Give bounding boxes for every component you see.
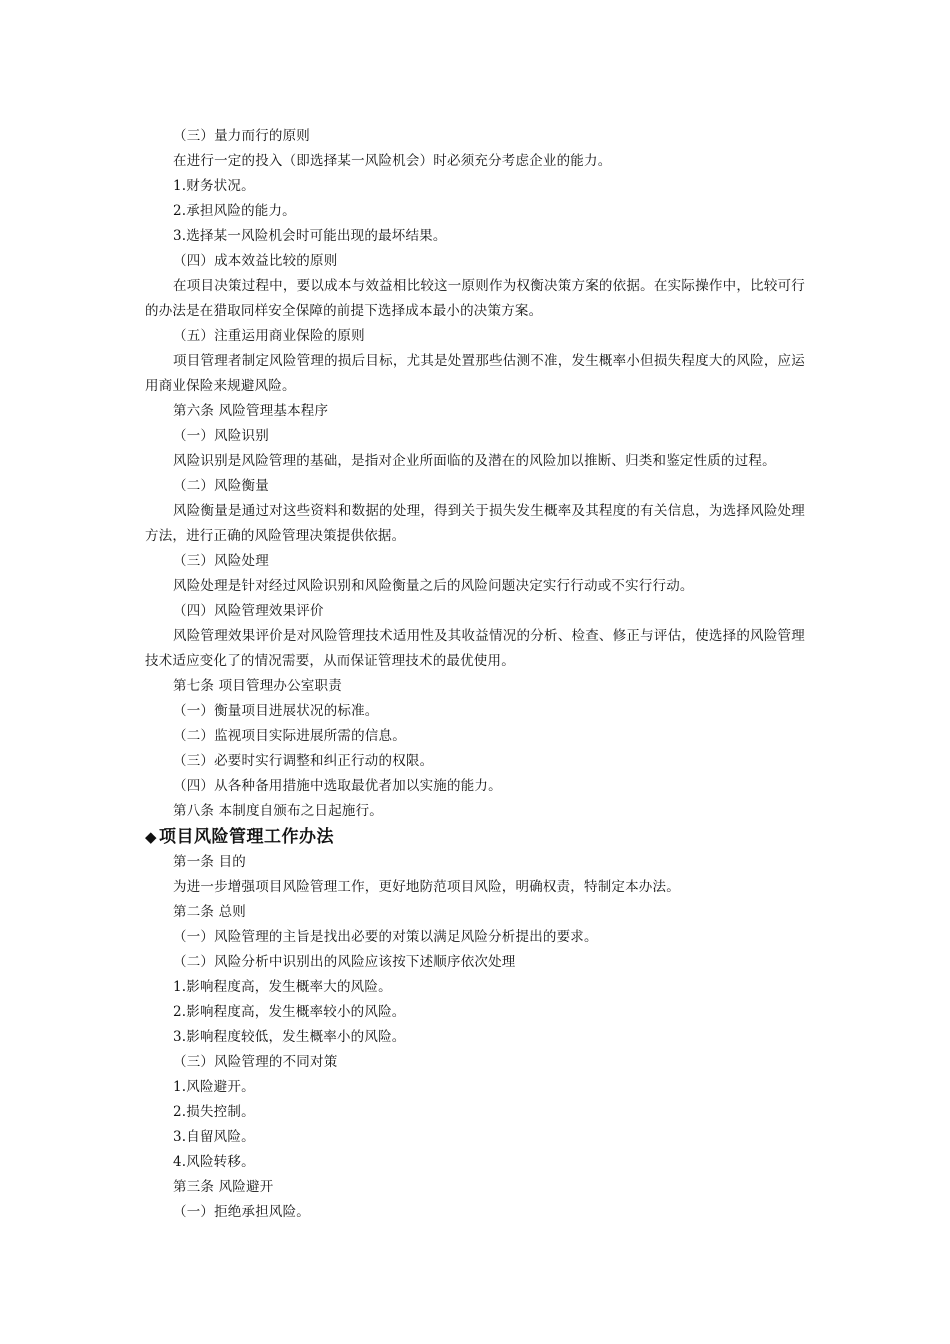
principle-4-text: 在项目决策过程中，要以成本与效益相比较这一原则作为权衡决策方案的依据。在实际操作中，比较可行的办法是在猎取同样安全保障的前提下选择成本最小的决策方案。 — [145, 278, 805, 319]
list-item: （三）必要时实行调整和纠正行动的权限。 — [173, 753, 434, 769]
document-body — [145, 124, 805, 1225]
list-item: 2.影响程度高，发生概率较小的风险。 — [173, 1004, 406, 1020]
principle-3-text: 在进行一定的投入（即选择某一风险机会）时必须充分考虑企业的能力。 — [173, 153, 612, 169]
principle-4-title: （四）成本效益比较的原则 — [173, 253, 338, 269]
step-4-text: 风险管理效果评价是对风险管理技术适用性及其收益情况的分析、检查、修正与评估，使选择的风险管理技术适应变化了的情况需要，从而保证管理技术的最优使用。 — [145, 628, 805, 669]
list-item: 1.风险避开。 — [173, 1079, 255, 1095]
list-item: 2.承担风险的能力。 — [173, 203, 296, 219]
list-item: 3.自留风险。 — [173, 1129, 255, 1145]
general-1: （一）风险管理的主旨是找出必要的对策以满足风险分析提出的要求。 — [173, 929, 598, 945]
list-item: 3.选择某一风险机会时可能出现的最坏结果。 — [173, 228, 447, 244]
list-item: 4.风险转移。 — [173, 1154, 255, 1170]
article-1-text: 为进一步增强项目风险管理工作，更好地防范项目风险，明确权责，特制定本办法。 — [173, 879, 680, 895]
list-item: 1.财务状况。 — [173, 178, 255, 194]
step-1-title: （一）风险识别 — [173, 428, 269, 444]
article-6-title: 第六条 风险管理基本程序 — [173, 403, 329, 419]
article-2-title: 第二条 总则 — [173, 904, 246, 920]
step-3-title: （三）风险处理 — [173, 553, 269, 569]
step-4-title: （四）风险管理效果评价 — [173, 603, 324, 619]
list-item: （四）从各种备用措施中选取最优者加以实施的能力。 — [173, 778, 502, 794]
list-item: 2.损失控制。 — [173, 1104, 255, 1120]
section-heading-text: 项目风险管理工作办法 — [159, 827, 335, 847]
step-3-text: 风险处理是针对经过风险识别和风险衡量之后的风险问题决定实行行动或不实行行动。 — [173, 578, 694, 594]
list-item: （二）监视项目实际进展所需的信息。 — [173, 728, 406, 744]
list-item: （一）衡量项目进展状况的标准。 — [173, 703, 379, 719]
diamond-bullet-icon: ◆ — [145, 828, 158, 846]
step-2-title: （二）风险衡量 — [173, 478, 269, 494]
principle-5-title: （五）注重运用商业保险的原则 — [173, 328, 365, 344]
list-item: 3.影响程度较低，发生概率小的风险。 — [173, 1029, 406, 1045]
article-3-item-1: （一）拒绝承担风险。 — [173, 1204, 310, 1220]
list-item: 1.影响程度高，发生概率大的风险。 — [173, 979, 392, 995]
article-7-title: 第七条 项目管理办公室职责 — [173, 678, 342, 694]
article-8: 第八条 本制度自颁布之日起施行。 — [173, 803, 383, 819]
general-2: （二）风险分析中识别出的风险应该按下述顺序依次处理 — [173, 954, 516, 970]
article-3-title: 第三条 风险避开 — [173, 1179, 274, 1195]
section-heading — [145, 824, 805, 850]
step-1-text: 风险识别是风险管理的基础，是指对企业所面临的及潜在的风险加以推断、归类和鉴定性质的过程。 — [173, 453, 776, 469]
general-3: （三）风险管理的不同对策 — [173, 1054, 338, 1070]
article-1-title: 第一条 目的 — [173, 854, 246, 870]
principle-3-title: （三）量力而行的原则 — [173, 128, 310, 144]
step-2-text: 风险衡量是通过对这些资料和数据的处理，得到关于损失发生概率及其程度的有关信息，为选择风险处理方法，进行正确的风险管理决策提供依据。 — [145, 503, 805, 544]
principle-5-text: 项目管理者制定风险管理的损后目标，尤其是处置那些估测不准，发生概率小但损失程度大的风险，应运用商业保险来规避风险。 — [145, 353, 805, 394]
